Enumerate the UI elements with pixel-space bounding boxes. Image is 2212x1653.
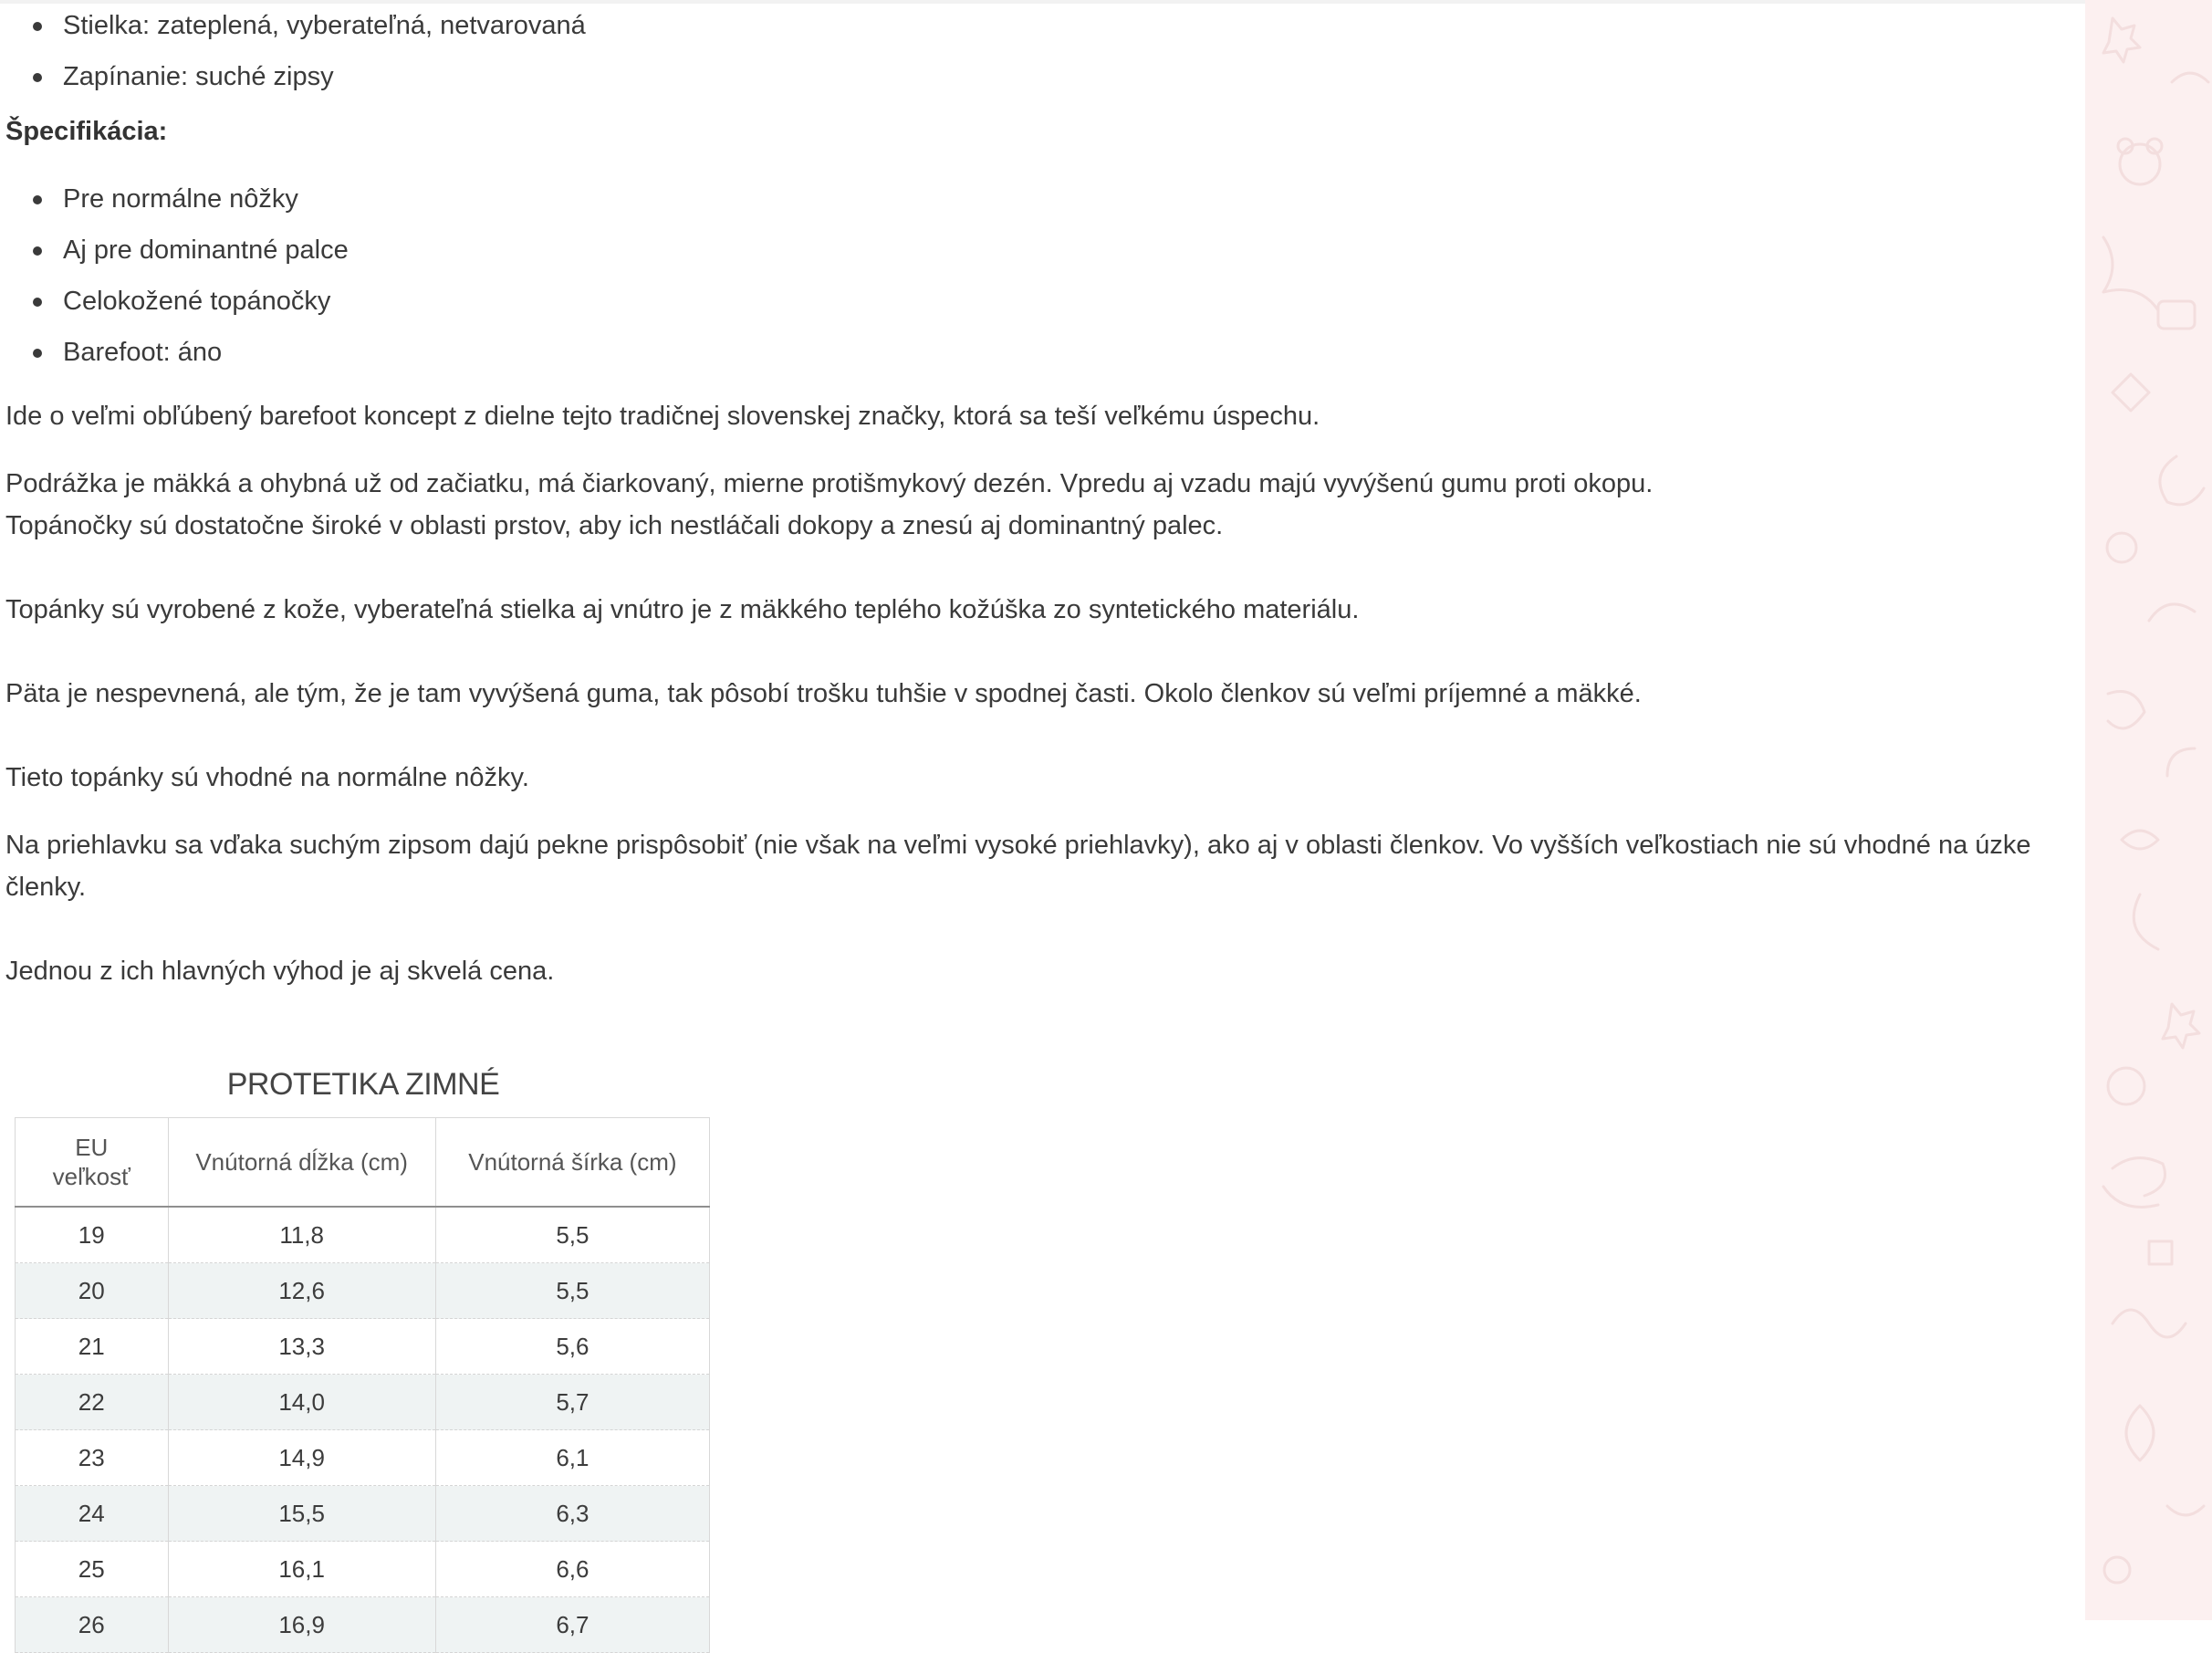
- balloon-icon: [2126, 1406, 2154, 1460]
- cell-length: 14,9: [168, 1430, 435, 1486]
- description-paragraph: Topánočky sú dostatočne široké v oblasti prstov, aby ich nestláčali dokopy a znesú aj dominantný palec.: [5, 511, 1224, 540]
- table-row: [16, 1375, 710, 1430]
- diamond-icon: [2113, 374, 2149, 411]
- cell-size: 22: [16, 1375, 169, 1430]
- cell-width: 6,1: [435, 1430, 709, 1486]
- cell-width: 5,5: [435, 1263, 709, 1319]
- cell-length: 12,6: [168, 1263, 435, 1319]
- smile-icon: [2103, 1187, 2158, 1208]
- table-row: [16, 1597, 710, 1653]
- feature-list: [5, 0, 2050, 102]
- cell-length: 15,5: [168, 1486, 435, 1542]
- cell-size: 20: [16, 1263, 169, 1319]
- cell-size: 19: [16, 1207, 169, 1263]
- arc-icon: [2167, 748, 2195, 776]
- description-paragraph: Päta je nespevnená, ale tým, že je tam vyvýšená guma, tak pôsobí trošku tuhšie v spodnej časti. Okolo členkov sú veľmi príjemné a mäkké.: [5, 679, 1642, 708]
- spec-item-normal-feet: Pre normálne nôžky: [5, 173, 2050, 225]
- specification-list: [5, 173, 2050, 378]
- ball-icon: [2104, 1557, 2130, 1583]
- decorative-side-panel: [2085, 0, 2212, 1620]
- cell-width: 6,3: [435, 1486, 709, 1542]
- description-paragraph: Jednou z ich hlavných výhod je aj skvelá cena.: [5, 957, 555, 986]
- arc-icon: [2167, 1506, 2204, 1515]
- table-row: [16, 1542, 710, 1597]
- leaf-icon: [2122, 831, 2158, 849]
- spec-item-barefoot: Barefoot: áno: [5, 327, 2050, 378]
- cell-width: 6,6: [435, 1542, 709, 1597]
- size-chart: [15, 1061, 712, 1653]
- table-row: [16, 1486, 710, 1542]
- table-row: [16, 1430, 710, 1486]
- block-icon: [2158, 301, 2195, 329]
- cell-length: 16,1: [168, 1542, 435, 1597]
- cell-length: 13,3: [168, 1319, 435, 1375]
- wave-icon: [2149, 604, 2195, 621]
- swirl-icon: [2103, 237, 2158, 310]
- teddy-head-icon: [2120, 144, 2160, 184]
- swirl-icon: [2134, 895, 2158, 949]
- ball-icon: [2108, 1068, 2144, 1104]
- product-description: [5, 0, 2050, 992]
- table-row: [16, 1319, 710, 1375]
- table-row: [16, 1207, 710, 1263]
- cell-size: 25: [16, 1542, 169, 1597]
- cell-size: 23: [16, 1430, 169, 1486]
- header-inner-length: Vnútorná dĺžka (cm): [168, 1118, 435, 1208]
- size-table-header-row: [16, 1118, 710, 1208]
- description-paragraph: Podrážka je mäkká a ohybná už od začiatku, má čiarkovaný, mierne protišmykový dezén. Vpredu aj vzadu majú vyvýšenú gumu proti okopu.: [5, 469, 1654, 498]
- description-paragraph: Na priehlavku sa vďaka suchým zipsom dajú pekne prispôsobiť (nie však na veľmi vysoké priehlavky), ako aj v oblasti členkov. Vo vyšších veľkostiach nie sú vhodné na úzke členky.: [5, 831, 2031, 902]
- specification-heading: Špecifikácia:: [5, 117, 168, 146]
- description-paragraph: Tieto topánky sú vhodné na normálne nôžky.: [5, 763, 529, 792]
- cell-length: 11,8: [168, 1207, 435, 1263]
- cell-width: 6,7: [435, 1597, 709, 1653]
- size-chart-title: PROTETIKA ZIMNÉ: [226, 1067, 500, 1102]
- rattle-icon: [2108, 692, 2144, 729]
- spec-item-dominant-toes: Aj pre dominantné palce: [5, 225, 2050, 276]
- cell-size: 26: [16, 1597, 169, 1653]
- toy-pattern-background: [2085, 0, 2212, 1620]
- cell-width: 5,7: [435, 1375, 709, 1430]
- cell-length: 14,0: [168, 1375, 435, 1430]
- star-icon: [2163, 1004, 2199, 1048]
- block-icon: [2149, 1241, 2172, 1264]
- moon-icon: [2160, 456, 2204, 505]
- description-paragraph: Topánky sú vyrobené z kože, vyberateľná stielka aj vnútro je z mäkkého teplého kožúška zo syntetického materiálu.: [5, 595, 1360, 624]
- cell-size: 21: [16, 1319, 169, 1375]
- star-icon: [2103, 18, 2140, 62]
- header-eu-size-line2: veľkosť: [52, 1163, 130, 1190]
- feature-item-insole: Stielka: zateplená, vyberateľná, netvarovaná: [5, 0, 2050, 51]
- ball-icon: [2107, 533, 2136, 562]
- feature-item-fastening: Zapínanie: suché zipsy: [5, 51, 2050, 102]
- cell-width: 5,6: [435, 1319, 709, 1375]
- header-inner-width: Vnútorná šírka (cm): [435, 1118, 709, 1208]
- description-paragraph: Ide o veľmi obľúbený barefoot koncept z dielne tejto tradičnej slovenskej značky, ktorá sa teší veľkému úspechu.: [5, 402, 1320, 431]
- cell-width: 5,5: [435, 1207, 709, 1263]
- wave-icon: [2113, 1310, 2186, 1337]
- spec-item-full-leather: Celokožené topánočky: [5, 276, 2050, 327]
- cell-size: 24: [16, 1486, 169, 1542]
- cloud-icon: [2113, 1158, 2165, 1196]
- header-eu-size-line1: EU: [75, 1134, 109, 1161]
- header-eu-size: [16, 1118, 169, 1208]
- table-row: [16, 1263, 710, 1319]
- size-table: [15, 1117, 710, 1653]
- cloud-icon: [2172, 73, 2208, 82]
- cell-length: 16,9: [168, 1597, 435, 1653]
